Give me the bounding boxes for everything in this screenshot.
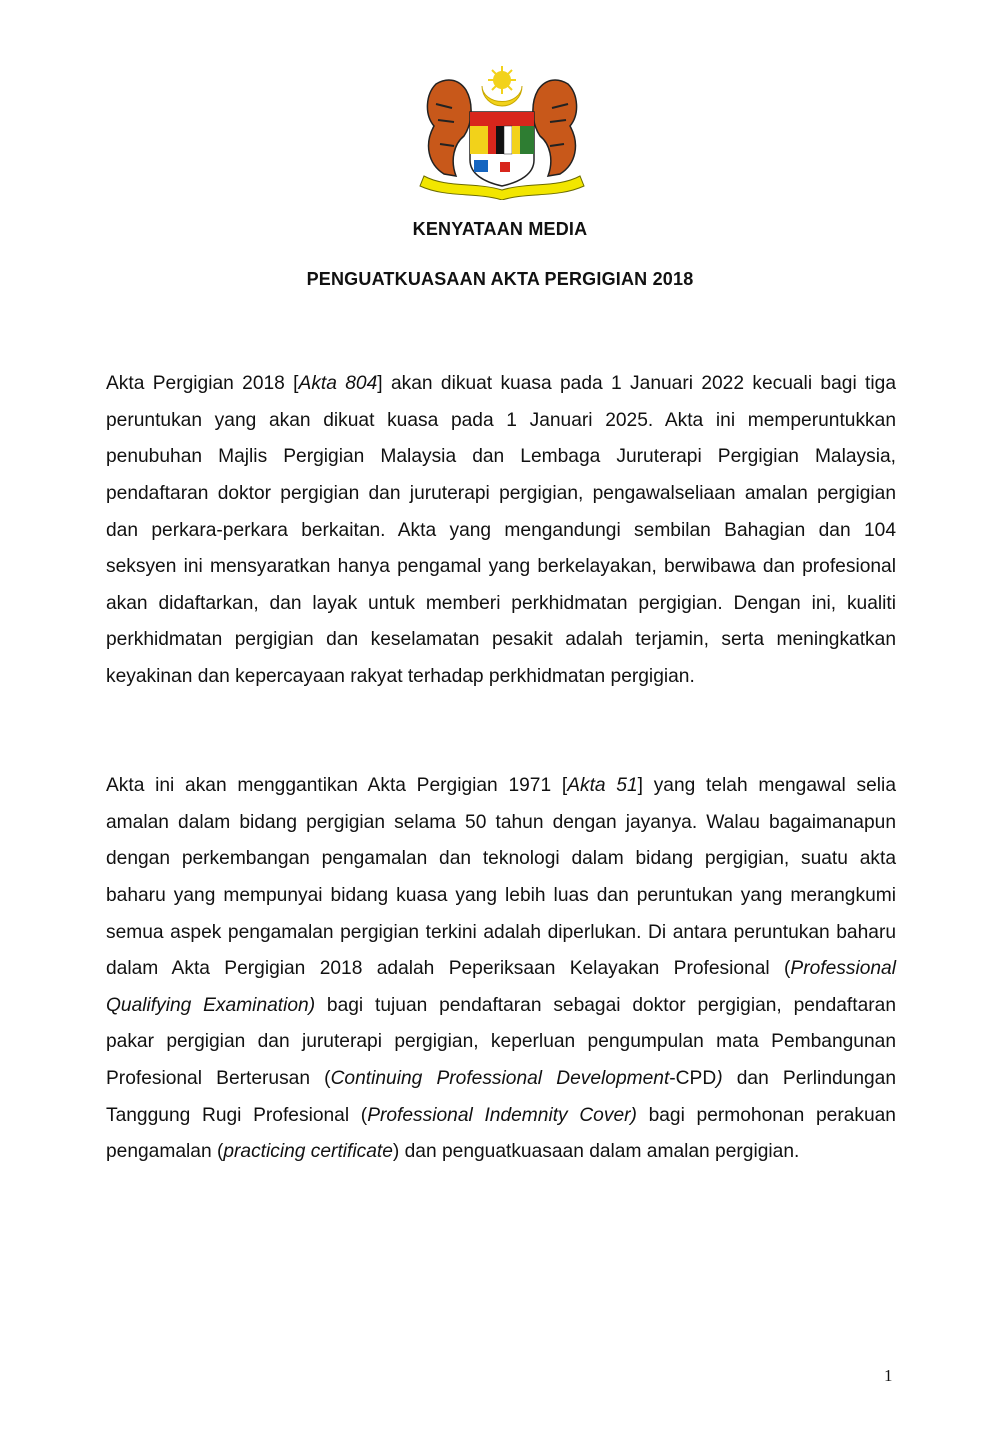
text-run: -CPD (669, 1067, 717, 1089)
document-heading: KENYATAAN MEDIA (412, 219, 588, 239)
italic-text-run: Akta 804 (298, 373, 378, 395)
text-run: Akta ini akan menggantikan Akta Pergigian 1971 [ (106, 775, 568, 797)
paragraph-1 (106, 366, 896, 695)
italic-text-run: Professional Qualifying Examination) (106, 958, 896, 1016)
text-run: ) dan penguatkuasaan dalam amalan pergigian. (392, 1141, 800, 1163)
italic-text-run: practicing certificate (223, 1141, 393, 1163)
coat-of-arms-emblem (416, 64, 588, 200)
document-subheading: PENGUATKUASAAN AKTA PERGIGIAN 2018 (306, 269, 694, 289)
text-run: Akta Pergigian 2018 [ (106, 373, 299, 395)
text-run: ] akan dikuat kuasa pada 1 Januari 2022 kecuali bagi tiga peruntukan yang akan dikuat kuasa pada 1 Januari 2025. Akta ini memperuntukkan penubuhan Majlis Pergigian Malaysia dan Lembaga Juruterapi Pergigian Malaysia, pendaftaran doktor pergigian dan juruterapi pergigian, pengawalseliaan amalan pergigian dan perkara-perkara berkaitan. Akta yang mengandungi sembilan Bahagian dan 104 seksyen ini mensyaratkan hanya pengamal yang berkelayakan, berwibawa dan profesional akan didaftarkan, dan layak untuk memberi perkhidmatan pergigian. Dengan ini, kualiti perkhidmatan pergigian dan keselamatan pesakit adalah terjamin, serta meningkatkan keyakinan dan kepercayaan rakyat terhadap perkhidmatan pergigian. (106, 373, 896, 687)
coat-of-arms-icon (416, 64, 588, 200)
italic-text-run: ) (716, 1067, 723, 1089)
italic-text-run: Professional Indemnity Cover) (367, 1104, 637, 1126)
text-run: bagi tujuan pendaftaran sebagai doktor pergigian, pendaftaran pakar pergigian dan juruterapi pergigian, keperluan pengumpulan mata Pembangunan Profesional Berterusan ( (106, 994, 896, 1089)
text-run: bagi permohonan perakuan pengamalan ( (106, 1104, 896, 1163)
italic-text-run: Continuing Professional Development (330, 1067, 670, 1089)
paragraph-2 (106, 768, 896, 1171)
italic-text-run: Akta 51 (567, 775, 638, 797)
page-number: 1 (884, 1366, 893, 1385)
text-run: ] yang telah mengawal selia amalan dalam bidang pergigian selama 50 tahun dengan jayanya. Walau bagaimanapun dengan perkembangan pengamalan dan teknologi dalam bidang pergigian, suatu akta baharu yang mempunyai bidang kuasa yang lebih luas dan peruntukan yang merangkumi semua aspek pengamalan pergigian terkini adalah diperlukan. Di antara peruntukan baharu dalam Akta Pergigian 2018 adalah Peperiksaan Kelayakan Profesional ( (106, 775, 896, 980)
text-run: dan Perlindungan Tanggung Rugi Profesional ( (106, 1067, 897, 1126)
